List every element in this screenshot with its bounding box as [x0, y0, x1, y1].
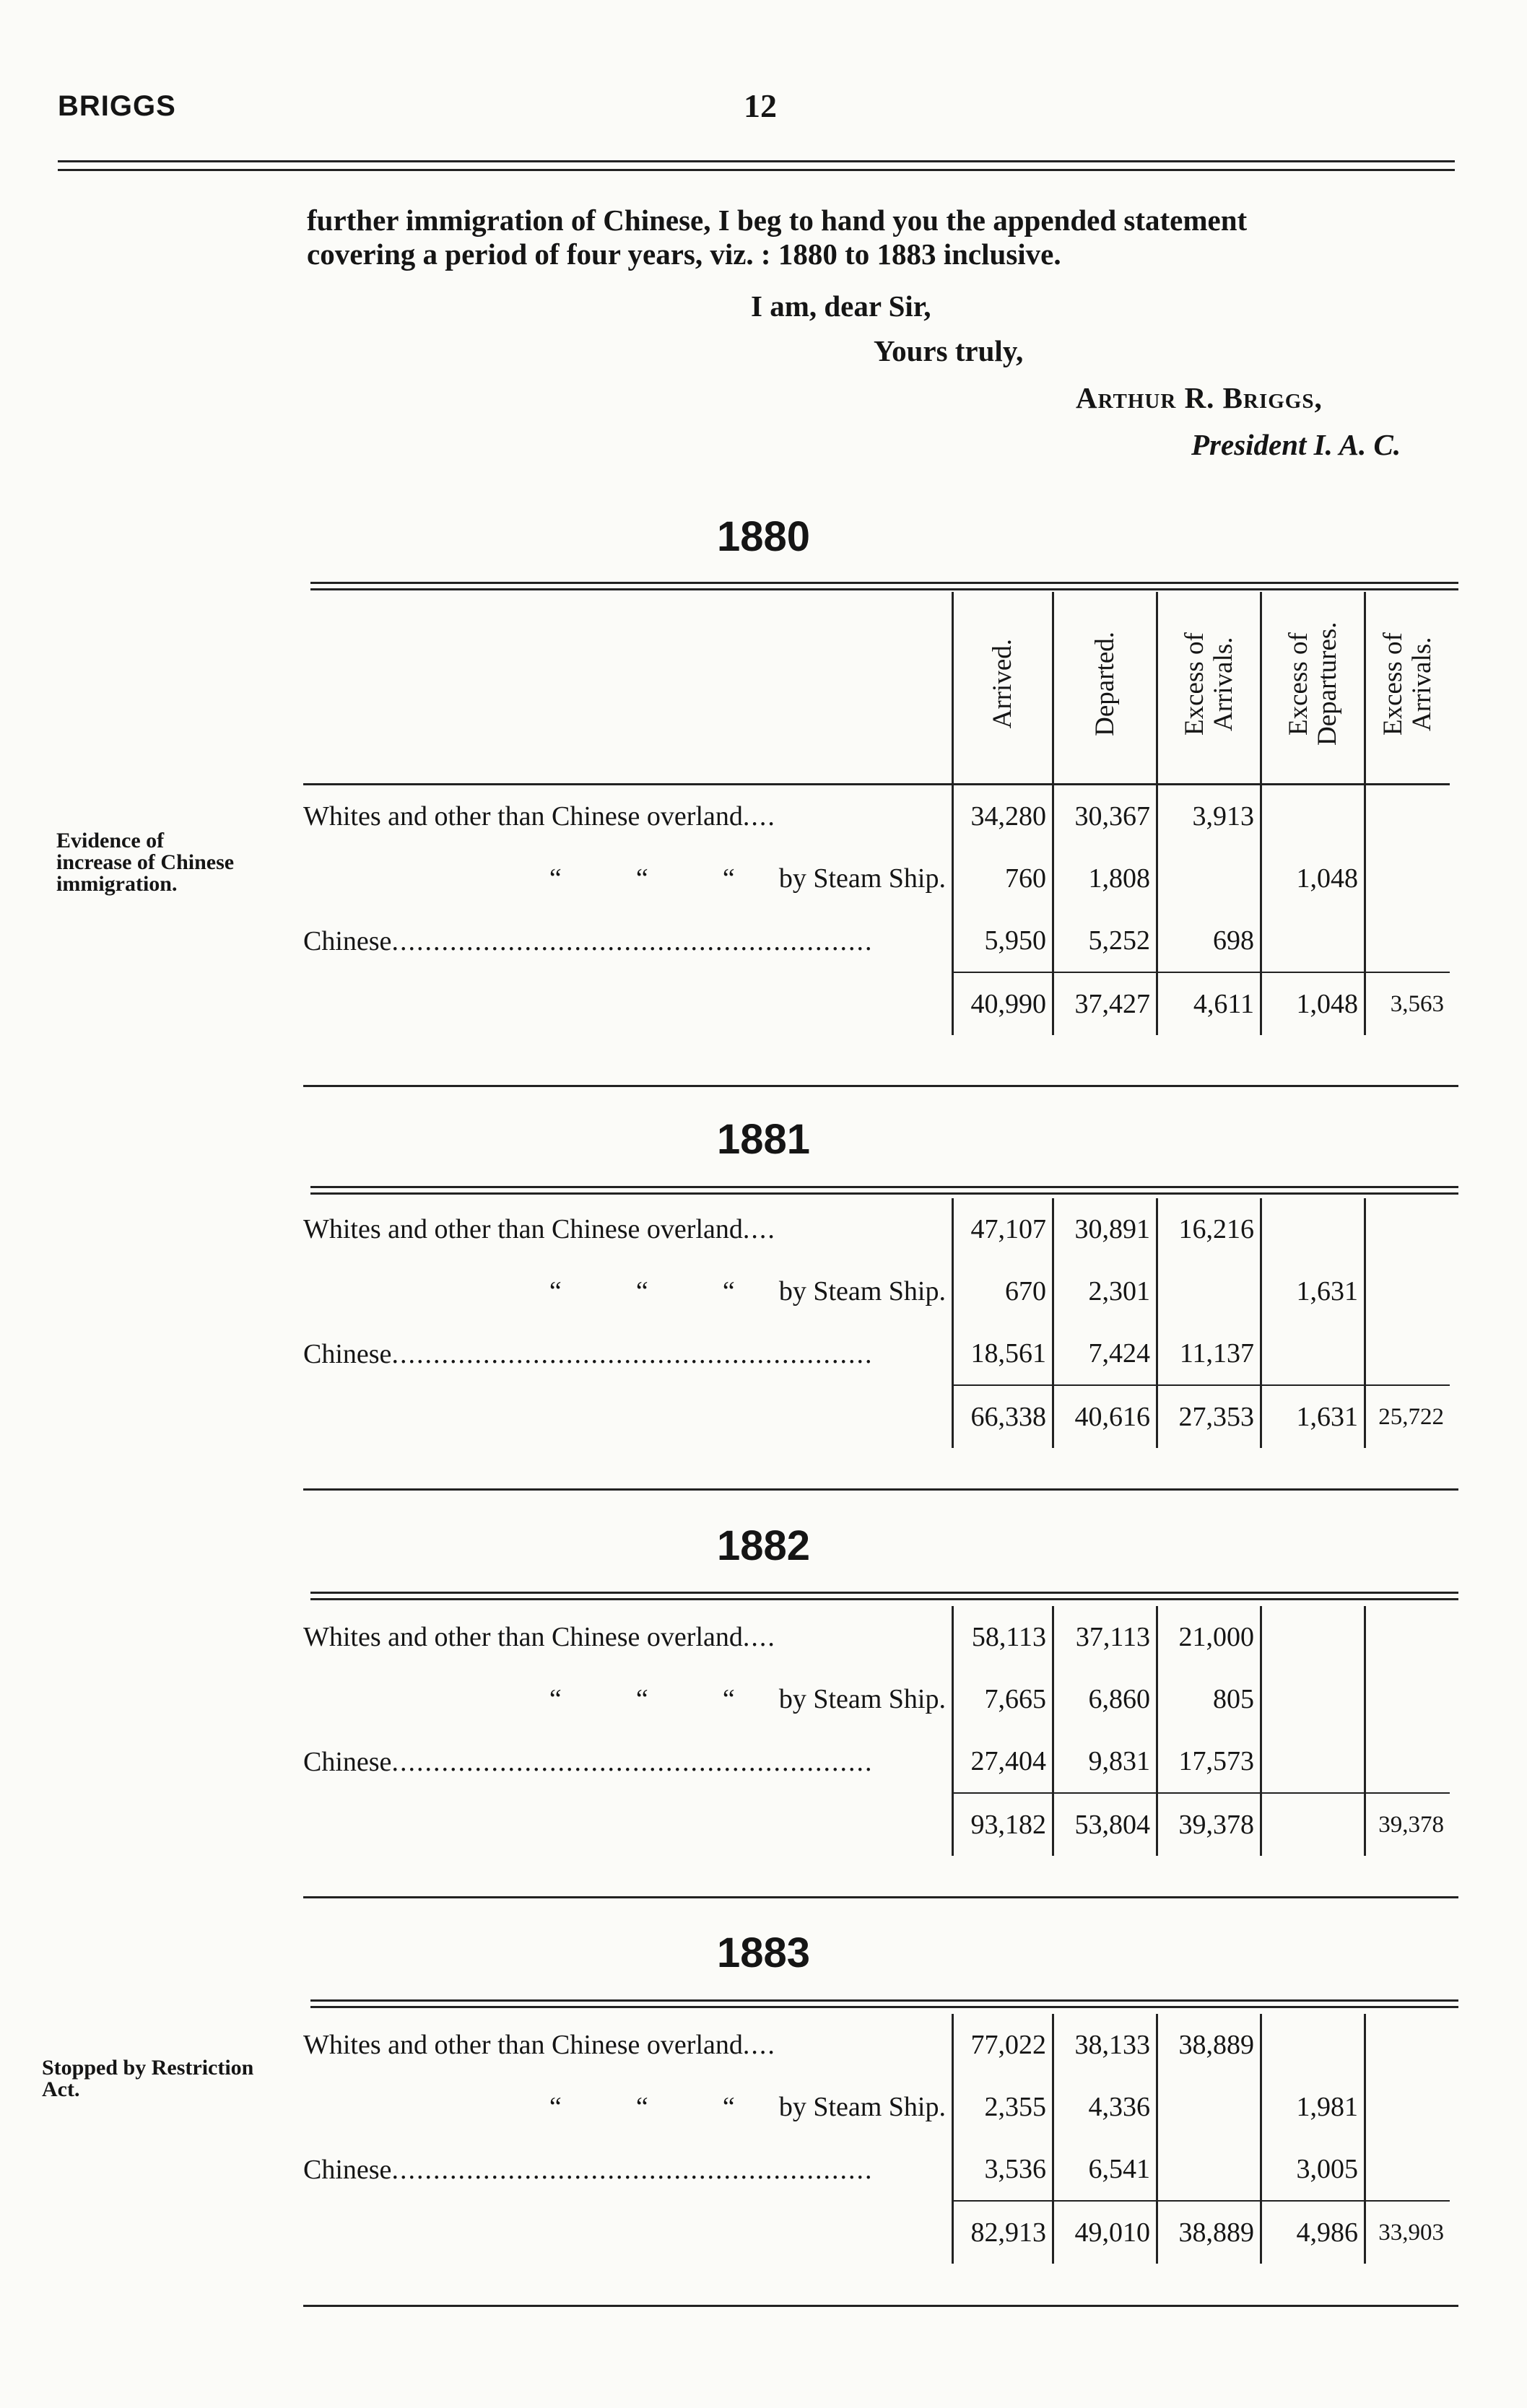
table-row — [303, 1668, 1450, 1730]
running-head: BRIGGS — [58, 90, 176, 122]
cell: 3,913 — [1157, 785, 1261, 848]
table-row — [303, 1730, 1450, 1793]
row-label-chinese: Chinese.......................................................... — [303, 1338, 874, 1369]
cell — [1261, 909, 1365, 972]
cell: 18,561 — [953, 1322, 1053, 1385]
total-cell: 25,722 — [1365, 1385, 1450, 1448]
column-header-arrived: Arrived. — [953, 592, 1053, 785]
total-cell: 4,611 — [1157, 972, 1261, 1035]
cell: 6,541 — [1053, 2138, 1157, 2201]
total-cell: 38,889 — [1157, 2201, 1261, 2264]
cell: 58,113 — [953, 1606, 1053, 1668]
table-row — [303, 1198, 1450, 1260]
bottom-rule-1880 — [303, 1085, 1458, 1087]
row-label-steam: “ “ “ by Steam Ship. — [549, 863, 946, 894]
cell: 38,133 — [1053, 2014, 1157, 2076]
total-cell: 37,427 — [1053, 972, 1157, 1035]
cell: 3,005 — [1261, 2138, 1365, 2201]
cell: 805 — [1157, 1668, 1261, 1730]
year-heading-1881: 1881 — [716, 1116, 811, 1163]
table-total-row — [303, 1385, 1450, 1448]
cell: 16,216 — [1157, 1198, 1261, 1260]
cell — [1365, 1260, 1450, 1322]
total-cell: 1,631 — [1261, 1385, 1365, 1448]
cell: 6,860 — [1053, 1668, 1157, 1730]
cell: 4,336 — [1053, 2076, 1157, 2138]
cell — [1365, 847, 1450, 909]
row-label-overland: Whites and other than Chinese overland.... — [303, 801, 776, 832]
row-label-overland: Whites and other than Chinese overland.... — [303, 1214, 776, 1244]
row-label-chinese: Chinese.......................................................... — [303, 2154, 874, 2185]
cell: 670 — [953, 1260, 1053, 1322]
header-rule-top — [58, 160, 1455, 162]
total-cell: 66,338 — [953, 1385, 1053, 1448]
total-cell: 39,378 — [1157, 1793, 1261, 1856]
column-header-departed: Departed. — [1053, 592, 1157, 785]
total-cell: 3,563 — [1365, 972, 1450, 1035]
cell: 27,404 — [953, 1730, 1053, 1793]
total-cell: 4,986 — [1261, 2201, 1365, 2264]
bottom-rule-1881 — [303, 1488, 1458, 1491]
table-total-row — [303, 972, 1450, 1035]
row-label-chinese: Chinese.......................................................... — [303, 925, 874, 956]
cell: 1,981 — [1261, 2076, 1365, 2138]
cell — [1365, 2138, 1450, 2201]
cell: 30,891 — [1053, 1198, 1157, 1260]
cell — [1365, 1198, 1450, 1260]
signature-name: Arthur R. Briggs, — [1076, 381, 1323, 414]
signature-title: President I. A. C. — [1191, 428, 1401, 461]
double-rule-1881 — [310, 1186, 1458, 1195]
cell — [1365, 1606, 1450, 1668]
cell: 38,889 — [1157, 2014, 1261, 2076]
cell: 21,000 — [1157, 1606, 1261, 1668]
cell — [1365, 785, 1450, 848]
row-label-chinese: Chinese.......................................................... — [303, 1746, 874, 1777]
row-label-steam: “ “ “ by Steam Ship. — [549, 1684, 946, 1714]
row-label-overland: Whites and other than Chinese overland.... — [303, 1622, 776, 1652]
table-row — [303, 1606, 1450, 1668]
cell: 698 — [1157, 909, 1261, 972]
table-row — [303, 2014, 1450, 2076]
total-cell: 40,990 — [953, 972, 1053, 1035]
cell: 37,113 — [1053, 1606, 1157, 1668]
table-row — [303, 909, 1450, 972]
letter-line-2: covering a period of four years, viz. : 1880 to 1883 inclusive. — [307, 237, 1061, 271]
table-1881 — [303, 1198, 1450, 1448]
cell — [1261, 1198, 1365, 1260]
margin-note-stopped: Stopped by Restriction Act. — [42, 2056, 254, 2101]
column-header-excess-arrivals: Excess of Arrivals. — [1157, 592, 1261, 785]
table-row — [303, 2076, 1450, 2138]
total-cell: 82,913 — [953, 2201, 1053, 2264]
table-total-row — [303, 2201, 1450, 2264]
row-label-overland: Whites and other than Chinese overland.... — [303, 2030, 776, 2060]
cell — [1157, 1260, 1261, 1322]
table-row — [303, 1260, 1450, 1322]
table-1880 — [303, 592, 1450, 1035]
cell: 5,252 — [1053, 909, 1157, 972]
total-cell: 33,903 — [1365, 2201, 1450, 2264]
total-cell: 93,182 — [953, 1793, 1053, 1856]
table-row — [303, 847, 1450, 909]
total-cell: 40,616 — [1053, 1385, 1157, 1448]
cell: 30,367 — [1053, 785, 1157, 848]
row-label-steam: “ “ “ by Steam Ship. — [549, 2092, 946, 2122]
table-1882 — [303, 1606, 1450, 1856]
header-rule-bottom — [58, 169, 1455, 171]
cell — [1261, 1606, 1365, 1668]
cell — [1261, 1322, 1365, 1385]
bottom-rule-1882 — [303, 1896, 1458, 1898]
cell: 47,107 — [953, 1198, 1053, 1260]
double-rule-1883 — [310, 1999, 1458, 2008]
cell — [1157, 847, 1261, 909]
total-cell: 1,048 — [1261, 972, 1365, 1035]
total-cell: 49,010 — [1053, 2201, 1157, 2264]
cell: 1,808 — [1053, 847, 1157, 909]
cell: 5,950 — [953, 909, 1053, 972]
cell: 2,355 — [953, 2076, 1053, 2138]
cell — [1261, 2014, 1365, 2076]
double-rule-1880 — [310, 582, 1458, 590]
year-heading-1883: 1883 — [716, 1929, 811, 1976]
table-1883 — [303, 2014, 1450, 2264]
cell — [1261, 1668, 1365, 1730]
total-cell — [1261, 1793, 1365, 1856]
cell — [1157, 2138, 1261, 2201]
total-cell: 53,804 — [1053, 1793, 1157, 1856]
cell: 1,048 — [1261, 847, 1365, 909]
cell: 9,831 — [1053, 1730, 1157, 1793]
cell — [1365, 2014, 1450, 2076]
cell — [1261, 1730, 1365, 1793]
letter-line-1: further immigration of Chinese, I beg to hand you the appended statement — [307, 204, 1248, 237]
table-row — [303, 2138, 1450, 2201]
cell: 77,022 — [953, 2014, 1053, 2076]
cell — [1365, 1668, 1450, 1730]
cell — [1261, 785, 1365, 848]
double-rule-1882 — [310, 1592, 1458, 1600]
year-heading-1880: 1880 — [716, 513, 811, 560]
margin-note-evidence: Evidence of increase of Chinese immigration. — [56, 829, 235, 896]
closing-salutation: I am, dear Sir, — [751, 289, 931, 323]
total-cell: 39,378 — [1365, 1793, 1450, 1856]
cell: 11,137 — [1157, 1322, 1261, 1385]
table-row — [303, 1322, 1450, 1385]
cell — [1157, 2076, 1261, 2138]
cell: 7,665 — [953, 1668, 1053, 1730]
closing-yours-truly: Yours truly, — [874, 334, 1024, 367]
row-label-steam: “ “ “ by Steam Ship. — [549, 1276, 946, 1306]
page-number: 12 — [744, 87, 777, 124]
cell: 7,424 — [1053, 1322, 1157, 1385]
cell: 760 — [953, 847, 1053, 909]
cell — [1365, 1322, 1450, 1385]
cell — [1365, 2076, 1450, 2138]
cell: 2,301 — [1053, 1260, 1157, 1322]
cell — [1365, 909, 1450, 972]
column-header-net-excess-arrivals: Excess of Arrivals. — [1365, 592, 1450, 785]
cell: 3,536 — [953, 2138, 1053, 2201]
bottom-rule-1883 — [303, 2305, 1458, 2307]
column-header-excess-departures: Excess of Departures. — [1261, 592, 1365, 785]
total-cell: 27,353 — [1157, 1385, 1261, 1448]
table-row — [303, 785, 1450, 848]
year-heading-1882: 1882 — [716, 1522, 811, 1569]
cell: 34,280 — [953, 785, 1053, 848]
cell: 17,573 — [1157, 1730, 1261, 1793]
table-total-row — [303, 1793, 1450, 1856]
cell: 1,631 — [1261, 1260, 1365, 1322]
cell — [1365, 1730, 1450, 1793]
